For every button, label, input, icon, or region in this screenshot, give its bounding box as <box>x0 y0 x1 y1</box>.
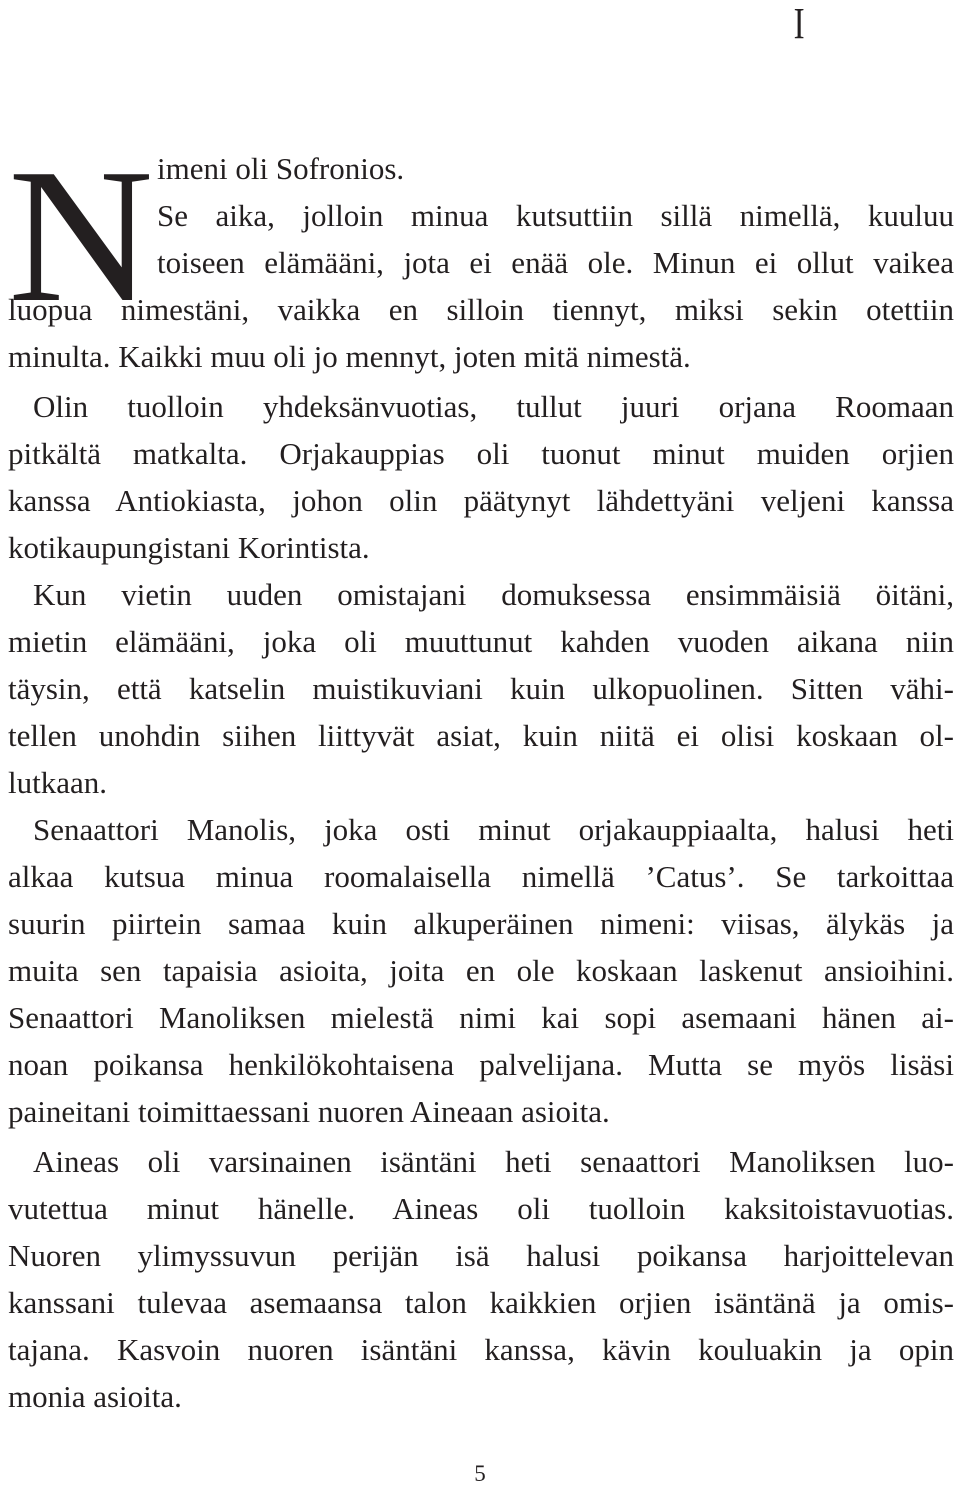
text-line: tajana. Kasvoin nuoren isäntäni kanssa, kävin kouluakin ja opin <box>8 1332 954 1367</box>
text-line: mietin elämääni, joka oli muuttunut kahden vuoden aikana niin <box>8 624 954 659</box>
text-line: pitkältä matkalta. Orjakauppias oli tuonut minut muiden orjien <box>8 436 954 471</box>
text-line: tellen unohdin siihen liittyvät asiat, kuin niitä ei olisi koskaan ol- <box>8 718 954 753</box>
text-line: vutettua minut hänelle. Aineas oli tuolloin kaksitoistavuotias. <box>8 1191 954 1226</box>
page-number: 5 <box>474 1461 486 1486</box>
text-line: alkaa kutsua minua roomalaisella nimellä ’Catus’. Se tarkoittaa <box>8 859 954 894</box>
text-line: lutkaan. <box>8 765 107 800</box>
text-line: imeni oli Sofronios. <box>157 151 405 186</box>
text-line: toiseen elämääni, jota ei enää ole. Minun ei ollut vaikea <box>157 245 954 280</box>
text-line: suurin piirtein samaa kuin alkuperäinen nimeni: viisas, älykäs ja <box>8 906 954 941</box>
text-line: Aineas oli varsinainen isäntäni heti senaattori Manoliksen luo- <box>33 1144 954 1179</box>
text-line: kanssa Antiokiasta, johon olin päätynyt lähdettyäni veljeni kanssa <box>8 483 954 518</box>
text-line: luopua nimestäni, vaikka en silloin tiennyt, miksi sekin otettiin <box>8 292 954 327</box>
chapter-number: I <box>794 0 805 48</box>
text-line: Se aika, jolloin minua kutsuttiin sillä nimellä, kuuluu <box>157 198 954 233</box>
text-line: Kun vietin uuden omistajani domuksessa ensimmäisiä öitäni, <box>33 577 954 612</box>
text-line: minulta. Kaikki muu oli jo mennyt, joten mitä nimestä. <box>8 339 691 374</box>
text-line: kanssani tulevaa asemaansa talon kaikkien orjien isäntänä ja omis- <box>8 1285 954 1320</box>
text-line: Senaattori Manoliksen mielestä nimi kai sopi asemaani hänen ai- <box>8 1000 954 1035</box>
text-line: Senaattori Manolis, joka osti minut orjakauppiaalta, halusi heti <box>33 812 954 847</box>
text-line: paineitani toimittaessani nuoren Aineaan asioita. <box>8 1094 610 1129</box>
text-line: Olin tuolloin yhdeksänvuotias, tullut juuri orjana Roomaan <box>33 389 954 424</box>
text-line: Nuoren ylimyssuvun perijän isä halusi poikansa harjoittelevan <box>8 1238 954 1273</box>
text-line: täysin, että katselin muistikuviani kuin ulkopuolinen. Sitten vähi- <box>8 671 954 706</box>
text-line: noan poikansa henkilökohtaisena palvelijana. Mutta se myös lisäsi <box>8 1047 954 1082</box>
text-line: kotikaupungistani Korintista. <box>8 530 370 565</box>
dropcap-letter: N <box>8 129 154 342</box>
text-line: monia asioita. <box>8 1379 182 1414</box>
text-line: muita sen tapaisia asioita, joita en ole koskaan laskenut ansioihini. <box>8 953 954 988</box>
